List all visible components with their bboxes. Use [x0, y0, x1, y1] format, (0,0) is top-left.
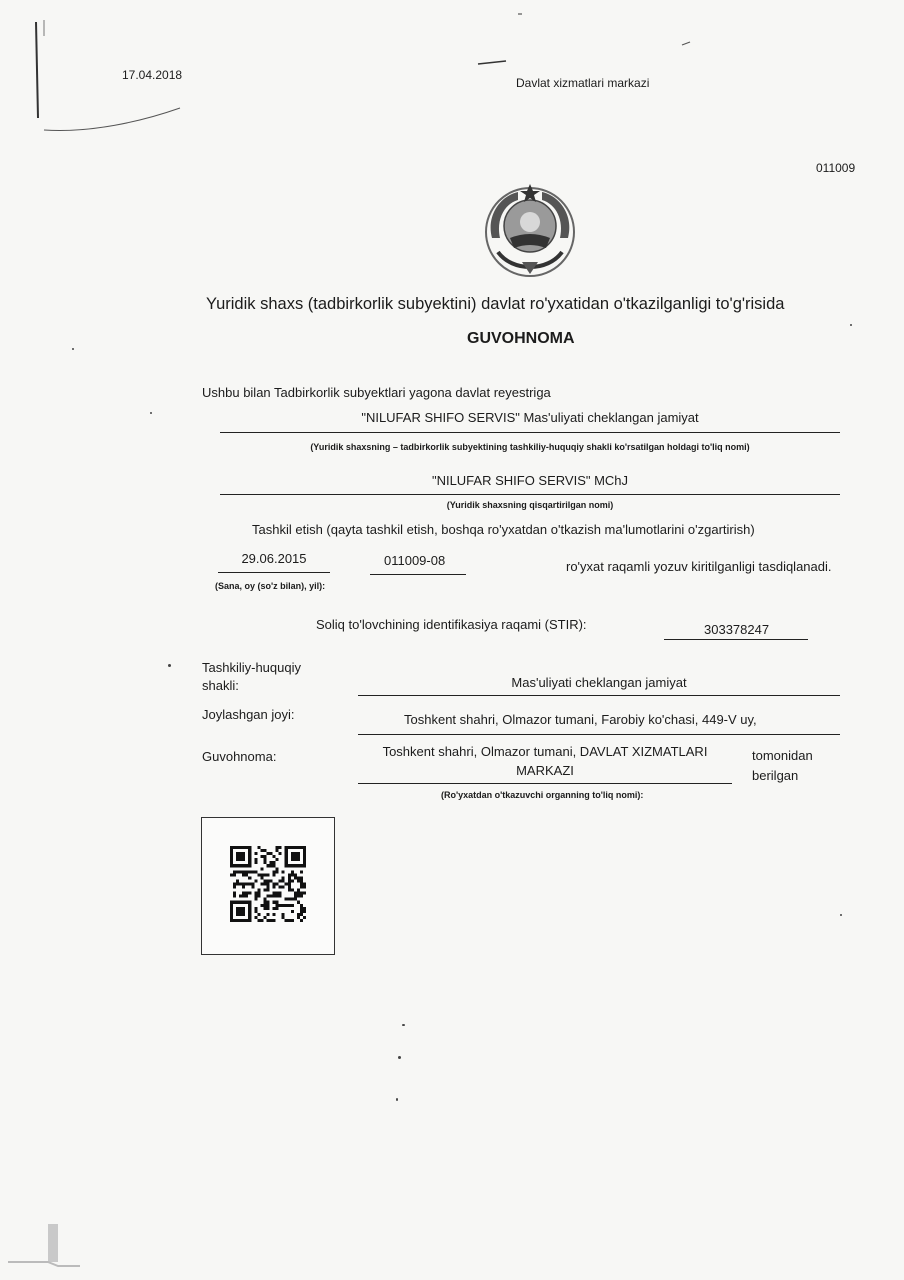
- legal-form-underline: [358, 695, 840, 696]
- scan-speck: [168, 664, 171, 667]
- scan-speck: [840, 914, 842, 916]
- date-caption: (Sana, oy (so'z bilan), yil):: [215, 581, 326, 591]
- scan-speck: [72, 348, 74, 350]
- short-name-underline: [220, 494, 840, 495]
- number-underline: [370, 574, 466, 575]
- scan-speck: [150, 412, 152, 414]
- scan-speck: [396, 1098, 398, 1101]
- address-label: Joylashgan joyi:: [202, 707, 295, 722]
- stir-value: 303378247: [704, 622, 770, 637]
- full-name-caption: (Yuridik shaxsning – tadbirkorlik subyektining tashkiliy-huquqiy shakli ko'rsatilgan holdagi to'liq nomi): [310, 442, 750, 452]
- document-type: GUVOHNOMA: [467, 330, 575, 347]
- issuer-body-line-2: MARKAZI: [516, 763, 574, 778]
- scan-speck: [402, 1024, 405, 1026]
- address-underline: [358, 734, 840, 735]
- registration-date: 29.06.2015: [241, 551, 307, 566]
- address-value: Toshkent shahri, Olmazor tumani, Farobiy ko'chasi, 449-V uy,: [404, 712, 757, 727]
- issuer-header: Davlat xizmatlari markazi: [516, 76, 650, 90]
- company-short-name: "NILUFAR SHIFO SERVIS" MChJ: [431, 473, 629, 488]
- document-title: Yuridik shaxs (tadbirkorlik subyektini) davlat ro'yxatidan o'tkazilganligi to'g'risida: [206, 295, 785, 313]
- coat-of-arms-icon: [482, 182, 578, 278]
- stir-underline: [664, 639, 808, 640]
- qr-code-icon: [230, 846, 306, 922]
- short-name-caption: (Yuridik shaxsning qisqartirilgan nomi): [446, 500, 614, 510]
- issued-by-1: tomonidan: [752, 748, 813, 763]
- date-underline: [218, 572, 330, 573]
- full-name-underline: [220, 432, 840, 433]
- registration-action: Tashkil etish (qayta tashkil etish, boshqa ro'yxatdan o'tkazish ma'lumotlarini o'zgartirish): [252, 522, 755, 537]
- confirm-text: ro'yxat raqamli yozuv kiritilganligi tasdiqlanadi.: [566, 559, 832, 574]
- issuer-caption: (Ro'yxatdan o'tkazuvchi organning to'liq nomi):: [441, 790, 644, 800]
- legal-form-label-2: shakli:: [202, 678, 239, 693]
- company-full-name: "NILUFAR SHIFO SERVIS" Mas'uliyati cheklangan jamiyat: [361, 410, 699, 425]
- stir-label: Soliq to'lovchining identifikasiya raqami (STIR):: [316, 617, 587, 632]
- document-code: 011009: [816, 161, 856, 175]
- legal-form-label-1: Tashkiliy-huquqiy: [202, 660, 301, 675]
- intro-text: Ushbu bilan Tadbirkorlik subyektlari yagona davlat reyestriga: [202, 385, 551, 400]
- issue-date: 17.04.2018: [122, 68, 183, 82]
- issuer-body-line-1: Toshkent shahri, Olmazor tumani, DAVLAT XIZMATLARI: [382, 744, 708, 759]
- legal-form-value: Mas'uliyati cheklangan jamiyat: [511, 675, 687, 690]
- scan-speck: [850, 324, 852, 326]
- issued-by-2: berilgan: [752, 768, 799, 783]
- scan-speck: [398, 1056, 401, 1059]
- certificate-label: Guvohnoma:: [202, 749, 277, 764]
- issuer-underline: [358, 783, 732, 784]
- registration-number: 011009-08: [384, 553, 446, 568]
